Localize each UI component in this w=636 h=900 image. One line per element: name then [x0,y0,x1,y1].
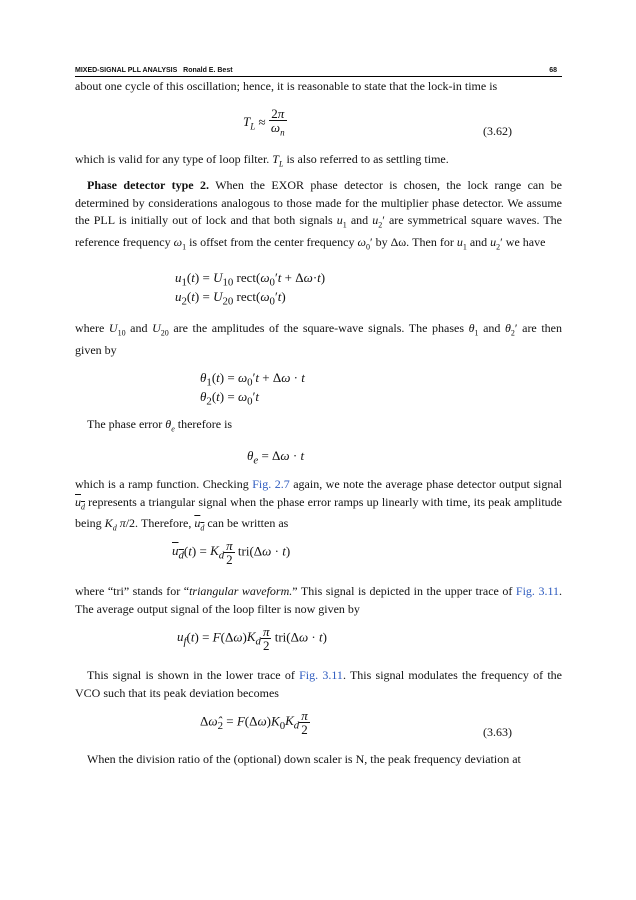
equation-ud: $u_d(t) = K_d$ $\frac{\pi}{2}$ tri(Δω · t) [172,538,291,567]
equation-3-63: $\Delta\omegâ_2 = F(\Delta\omega)K_0K_d$ $\frac{\pi}{2}$ [200,708,308,737]
header-rule [75,76,562,77]
paragraph-7: where “tri” stands for “triangular waveform.” This signal is depicted in the upper trace of Fig. 3.11. The average output signal of the loop filter is now given by [75,584,563,616]
equation-u1: $u_1(t) = U_{10}$ $rect(\omega_0't + \Delta\omega\cdot t)$ [175,270,326,289]
equation-number-3-62: (3.62) [483,124,512,138]
equation-number-3-63: (3.63) [483,725,512,739]
paragraph-8: This signal is shown in the lower trace of Fig. 3.11. This signal modulates the frequency of the VCO such that its peak deviation becomes [75,668,563,700]
paragraph-2: which is valid for any type of loop filter. $T_L$ is also referred to as settling time. [75,152,449,169]
paragraph-3: Phase detector type 2. When the EXOR phase detector is chosen, the lock range can be determined by considerations analogous to those made for the multiplier phase detector. We assume the PLL is initially out of lock and that both signals $u_1$ and $u_2'$ are symmetrical square waves. The reference frequency $\omega_1$ is offset from the center frequency $\omega_0'$ by Δω. Then for $u_1$ and $u_2'$ we have [75,178,563,252]
equation-uf: $u_f(t) = F(\Delta\omega)K_d$ $\frac{\pi}{2}$ tri(Δω · t) [177,624,327,653]
page-number: 68 [549,67,557,74]
equation-theta2: $\theta_2(t) = \omega_0't$ [200,389,260,408]
equation-u2: $u_2(t) = U_{20}$ $rect(\omega_0't)$ [175,289,286,308]
fig-3-11-link-2[interactable]: Fig. 3.11 [299,668,343,682]
fig-2-7-link[interactable]: Fig. 2.7 [252,477,290,491]
equation-theta-e: $\theta_e = \Delta\omega \cdot t$ [247,448,305,467]
running-title: MIXED-SIGNAL PLL ANALYSIS Ronald E. Best [75,67,233,74]
section-heading: Phase detector type 2. [87,178,209,192]
paragraph-1: about one cycle of this oscillation; hence, it is reasonable to state that the lock-in time is [75,79,498,93]
equation-theta1: $\theta_1(t) = \omega_0't + \Delta\omega \cdot t$ [200,370,305,389]
paragraph-9: When the division ratio of the (optional) down scaler is N, the peak frequency deviation at [87,752,521,766]
fig-3-11-link[interactable]: Fig. 3.11 [515,584,560,598]
paragraph-5: The phase error $\theta_e$ therefore is [87,417,233,434]
running-header [75,63,562,77]
paragraph-6: which is a ramp function. Checking Fig. 2.7 again, we note the average phase detector output signal $u_d$ represents a triangular signal when the phase error ramps up linearly with time, its peak amplitude being $K_d$ π/2. Therefore, $u_d$ can be written as [75,477,562,533]
paragraph-4: where $U_{10}$ and $U_{20}$ are the amplitudes of the square-wave signals. The phases $\theta_1$ and $\theta_2'$ are then given by [75,321,563,357]
equation-3-62: $T_L$ ≈ $\frac{2\pi}{\omega_n}$ [243,106,285,138]
